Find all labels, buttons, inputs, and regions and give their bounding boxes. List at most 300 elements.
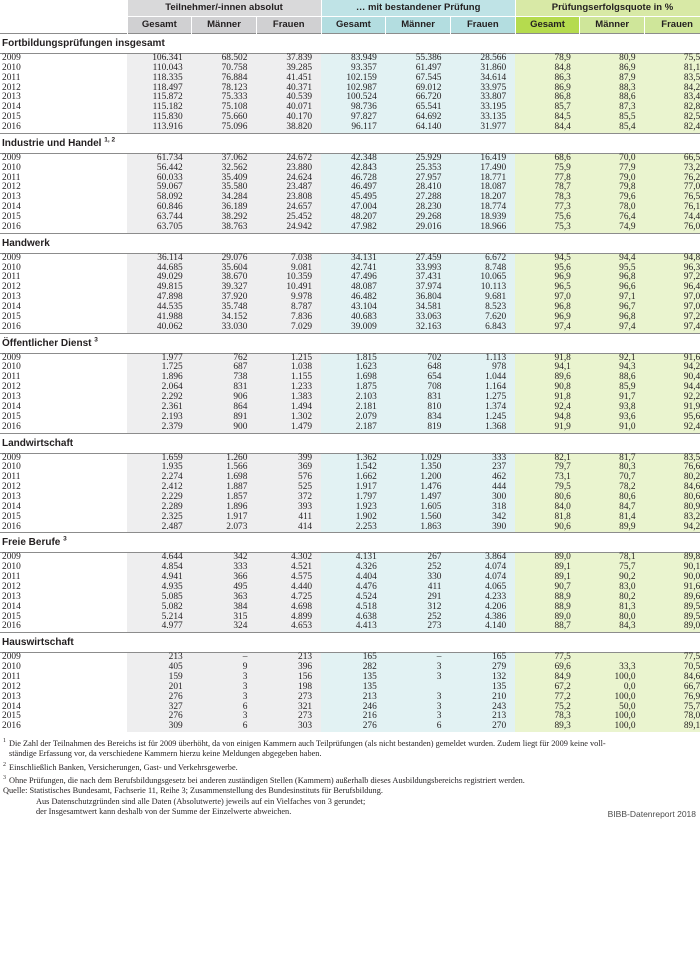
men-participants-cell: 29.076	[192, 253, 257, 263]
men-rate-cell: 74,9	[580, 223, 645, 233]
women-passed-cell: 34.614	[450, 74, 515, 84]
men-rate-cell: 95,5	[580, 264, 645, 274]
men-passed-cell: 3	[386, 703, 451, 713]
men-rate-cell: 94,3	[580, 363, 645, 373]
total-passed-cell: 100.524	[321, 93, 386, 103]
total-rate-cell: 97,4	[515, 323, 580, 333]
total-passed-cell: 93.357	[321, 64, 386, 74]
header-corner	[0, 0, 127, 17]
women-participants-cell: 10.491	[256, 283, 321, 293]
total-passed-cell: 4.326	[321, 563, 386, 573]
men-rate-cell: 50,0	[580, 703, 645, 713]
men-participants-cell: 6	[192, 722, 257, 732]
source-label: Quelle:	[3, 786, 28, 796]
total-participants-cell: 115.872	[127, 93, 192, 103]
women-participants-cell: 9.978	[256, 293, 321, 303]
women-passed-cell: 16.419	[450, 153, 515, 163]
women-passed-cell: 462	[450, 473, 515, 483]
men-passed-cell: –	[386, 653, 451, 663]
men-participants-cell: 75.333	[192, 93, 257, 103]
men-passed-cell: 252	[386, 563, 451, 573]
total-rate-cell: 77,3	[515, 203, 580, 213]
total-passed-cell: 4.404	[321, 573, 386, 583]
women-passed-cell: 10.065	[450, 273, 515, 283]
total-passed-cell: 46.497	[321, 183, 386, 193]
total-rate-cell: 89,0	[515, 553, 580, 563]
year-cell: 2010	[0, 164, 127, 174]
men-rate-cell: 93,8	[580, 403, 645, 413]
table-row	[0, 283, 700, 293]
women-participants-cell: 369	[256, 463, 321, 473]
total-participants-cell: 2.412	[127, 483, 192, 493]
men-rate-cell: 80,0	[580, 613, 645, 623]
table-row	[0, 103, 700, 113]
women-passed-cell: 318	[450, 503, 515, 513]
women-participants-cell: 41.451	[256, 74, 321, 84]
table-row	[0, 393, 700, 403]
total-participants-cell: 41.988	[127, 313, 192, 323]
men-passed-cell: 55.386	[386, 54, 451, 64]
year-cell: 2016	[0, 423, 127, 433]
men-passed-cell: 69.012	[386, 84, 451, 94]
total-rate-cell: 88,9	[515, 603, 580, 613]
women-rate-cell: 97,0	[645, 293, 700, 303]
total-participants-cell: 118.335	[127, 74, 192, 84]
men-rate-cell: 100,0	[580, 722, 645, 732]
table-row	[0, 223, 700, 233]
men-passed-cell: 28.410	[386, 183, 451, 193]
table-row	[0, 153, 700, 163]
source-note-1: Aus Datenschutzgründen sind alle Daten (Absolutwerte) jeweils auf ein Vielfaches von 3 gerundet;	[36, 796, 366, 806]
women-participants-cell: 396	[256, 663, 321, 673]
total-rate-cell: 94,5	[515, 253, 580, 263]
total-rate-cell: 84,0	[515, 503, 580, 513]
men-participants-cell: 38.670	[192, 273, 257, 283]
women-participants-cell: 1.383	[256, 393, 321, 403]
total-passed-cell: 135	[321, 683, 386, 693]
table-row	[0, 113, 700, 123]
men-participants-cell: 864	[192, 403, 257, 413]
year-cell: 2015	[0, 712, 127, 722]
women-participants-cell: 7.836	[256, 313, 321, 323]
men-rate-cell: 100,0	[580, 673, 645, 683]
total-participants-cell: 2.289	[127, 503, 192, 513]
men-participants-cell: 342	[192, 553, 257, 563]
total-rate-cell: 89,0	[515, 613, 580, 623]
total-participants-cell: 4.854	[127, 563, 192, 573]
total-participants-cell: 405	[127, 663, 192, 673]
women-passed-cell: 1.245	[450, 413, 515, 423]
table-header	[0, 0, 700, 34]
men-passed-cell: 267	[386, 553, 451, 563]
total-participants-cell: 113.916	[127, 123, 192, 133]
women-participants-cell: 25.452	[256, 213, 321, 223]
men-rate-cell: 100,0	[580, 712, 645, 722]
year-cell: 2012	[0, 183, 127, 193]
total-participants-cell: 1.935	[127, 463, 192, 473]
total-rate-cell: 78,3	[515, 712, 580, 722]
total-participants-cell: 4.941	[127, 573, 192, 583]
women-participants-cell: 1.494	[256, 403, 321, 413]
women-participants-cell: 321	[256, 703, 321, 713]
women-participants-cell: 24.672	[256, 153, 321, 163]
men-passed-cell: 273	[386, 622, 451, 632]
men-passed-cell: 708	[386, 383, 451, 393]
table-row	[0, 403, 700, 413]
men-passed-cell: 810	[386, 403, 451, 413]
total-rate-cell: 91,8	[515, 393, 580, 403]
total-passed-cell: 34.131	[321, 253, 386, 263]
men-passed-cell: 819	[386, 423, 451, 433]
men-participants-cell: 34.152	[192, 313, 257, 323]
table-row	[0, 622, 700, 632]
total-participants-cell: 118.497	[127, 84, 192, 94]
total-rate-cell: 82,1	[515, 453, 580, 463]
men-participants-cell: 38.763	[192, 223, 257, 233]
total-participants-cell: 60.033	[127, 174, 192, 184]
women-passed-cell: 132	[450, 673, 515, 683]
total-passed-cell: 2.253	[321, 523, 386, 533]
total-participants-cell: 201	[127, 683, 192, 693]
women-rate-cell: 66,7	[645, 683, 700, 693]
total-passed-cell: 1.797	[321, 493, 386, 503]
women-rate-cell: 94,2	[645, 363, 700, 373]
subheader-men: Männer	[580, 17, 645, 34]
women-participants-cell: 24.624	[256, 174, 321, 184]
year-cell: 2011	[0, 473, 127, 483]
table-row	[0, 373, 700, 383]
women-rate-cell: 82,8	[645, 103, 700, 113]
total-rate-cell: 88,7	[515, 622, 580, 632]
men-passed-cell: 648	[386, 363, 451, 373]
men-passed-cell: 27.459	[386, 253, 451, 263]
total-passed-cell: 4.413	[321, 622, 386, 632]
total-participants-cell: 115.830	[127, 113, 192, 123]
men-passed-cell: 1.497	[386, 493, 451, 503]
men-passed-cell: 411	[386, 583, 451, 593]
total-passed-cell: 48.207	[321, 213, 386, 223]
women-participants-cell: 39.285	[256, 64, 321, 74]
men-rate-cell: 87,9	[580, 74, 645, 84]
women-rate-cell: 83,2	[645, 513, 700, 523]
total-rate-cell: 91,9	[515, 423, 580, 433]
table-row	[0, 264, 700, 274]
women-rate-cell: 90,4	[645, 373, 700, 383]
year-cell: 2012	[0, 283, 127, 293]
table-row	[0, 603, 700, 613]
men-rate-cell: 80,6	[580, 493, 645, 503]
men-passed-cell: 1.605	[386, 503, 451, 513]
total-participants-cell: 63.744	[127, 213, 192, 223]
women-passed-cell: 342	[450, 513, 515, 523]
men-rate-cell: 0,0	[580, 683, 645, 693]
men-rate-cell: 86,9	[580, 64, 645, 74]
women-participants-cell: 399	[256, 453, 321, 463]
men-participants-cell: 1.698	[192, 473, 257, 483]
year-cell: 2010	[0, 563, 127, 573]
total-passed-cell: 47.496	[321, 273, 386, 283]
men-rate-cell: 88,3	[580, 84, 645, 94]
total-participants-cell: 56.442	[127, 164, 192, 174]
men-passed-cell: 252	[386, 613, 451, 623]
total-rate-cell: 86,8	[515, 93, 580, 103]
footnote-marker: 3	[94, 336, 98, 344]
women-rate-cell: 80,9	[645, 503, 700, 513]
header-corner-sub	[0, 17, 127, 34]
header-group-participants: Teilnehmer/-innen absolut	[127, 0, 321, 17]
table-row	[0, 573, 700, 583]
men-rate-cell: 77,9	[580, 164, 645, 174]
men-rate-cell: 78,1	[580, 553, 645, 563]
women-passed-cell: 4.386	[450, 613, 515, 623]
total-passed-cell: 216	[321, 712, 386, 722]
section-title-cell	[0, 34, 700, 54]
women-participants-cell: 1.038	[256, 363, 321, 373]
men-participants-cell: 687	[192, 363, 257, 373]
women-participants-cell: 4.725	[256, 593, 321, 603]
women-participants-cell: 7.029	[256, 323, 321, 333]
table-row	[0, 323, 700, 333]
men-participants-cell: 366	[192, 573, 257, 583]
men-passed-cell: 3	[386, 663, 451, 673]
women-passed-cell: 1.044	[450, 373, 515, 383]
source-line	[3, 786, 698, 797]
men-participants-cell: 891	[192, 413, 257, 423]
men-participants-cell: 76.884	[192, 74, 257, 84]
total-participants-cell: 47.898	[127, 293, 192, 303]
men-participants-cell: 35.604	[192, 264, 257, 274]
year-cell: 2009	[0, 553, 127, 563]
men-participants-cell: 78.123	[192, 84, 257, 94]
table-row	[0, 663, 700, 673]
women-rate-cell: 97,2	[645, 273, 700, 283]
year-cell: 2015	[0, 113, 127, 123]
table-row	[0, 493, 700, 503]
women-passed-cell: 279	[450, 663, 515, 673]
men-passed-cell: 27.288	[386, 193, 451, 203]
total-rate-cell: 91,8	[515, 353, 580, 363]
subheader-women: Frauen	[450, 17, 515, 34]
section-header	[0, 34, 700, 54]
men-passed-cell: 6	[386, 722, 451, 732]
total-passed-cell: 213	[321, 693, 386, 703]
women-passed-cell: 9.681	[450, 293, 515, 303]
men-participants-cell: 3	[192, 683, 257, 693]
table-row	[0, 203, 700, 213]
men-participants-cell: 315	[192, 613, 257, 623]
men-passed-cell: 28.230	[386, 203, 451, 213]
women-rate-cell: 89,6	[645, 593, 700, 603]
men-participants-cell: 363	[192, 593, 257, 603]
footnote-1	[3, 736, 698, 749]
women-participants-cell: 303	[256, 722, 321, 732]
women-rate-cell: 97,2	[645, 313, 700, 323]
total-participants-cell: 1.725	[127, 363, 192, 373]
total-rate-cell: 84,8	[515, 64, 580, 74]
women-passed-cell: 7.620	[450, 313, 515, 323]
section-header	[0, 533, 700, 553]
men-rate-cell: 88,6	[580, 373, 645, 383]
women-passed-cell: 18.939	[450, 213, 515, 223]
women-participants-cell: 24.657	[256, 203, 321, 213]
table-row	[0, 673, 700, 683]
women-rate-cell: 76,9	[645, 693, 700, 703]
women-rate-cell: 76,0	[645, 223, 700, 233]
total-participants-cell: 49.815	[127, 283, 192, 293]
total-participants-cell: 159	[127, 673, 192, 683]
men-passed-cell: 702	[386, 353, 451, 363]
year-cell: 2011	[0, 273, 127, 283]
men-rate-cell: 96,8	[580, 273, 645, 283]
women-rate-cell: 89,5	[645, 603, 700, 613]
total-rate-cell: 77,8	[515, 174, 580, 184]
men-participants-cell: 333	[192, 563, 257, 573]
men-rate-cell: 88,6	[580, 93, 645, 103]
total-rate-cell: 92,4	[515, 403, 580, 413]
men-passed-cell: 34.581	[386, 303, 451, 313]
men-participants-cell: 37.062	[192, 153, 257, 163]
total-passed-cell: 1.362	[321, 453, 386, 463]
total-passed-cell: 40.683	[321, 313, 386, 323]
women-rate-cell: 75,5	[645, 54, 700, 64]
total-passed-cell: 46.728	[321, 174, 386, 184]
total-rate-cell: 97,0	[515, 293, 580, 303]
year-cell: 2010	[0, 663, 127, 673]
men-participants-cell: 1.917	[192, 513, 257, 523]
women-passed-cell: 4.065	[450, 583, 515, 593]
women-passed-cell: 3.864	[450, 553, 515, 563]
men-participants-cell: 35.748	[192, 303, 257, 313]
men-participants-cell: 75.108	[192, 103, 257, 113]
women-passed-cell: 33.135	[450, 113, 515, 123]
total-participants-cell: 44.685	[127, 264, 192, 274]
total-participants-cell: 36.114	[127, 253, 192, 263]
subheader-men: Männer	[192, 17, 257, 34]
men-participants-cell: 3	[192, 712, 257, 722]
total-passed-cell: 4.131	[321, 553, 386, 563]
women-rate-cell: 90,0	[645, 573, 700, 583]
year-cell: 2015	[0, 413, 127, 423]
women-participants-cell: 198	[256, 683, 321, 693]
year-cell: 2014	[0, 703, 127, 713]
women-rate-cell: 89,5	[645, 613, 700, 623]
total-rate-cell: 85,7	[515, 103, 580, 113]
year-cell: 2013	[0, 593, 127, 603]
footnote-text: Die Zahl der Teilnahmen des Bereichs ist für 2009 überhöht, da von einigen Kammern auch Teilprüfungen (als nicht bestanden) gemeldet wurden. Zudem liegt für 2009 keine voll-	[9, 738, 606, 748]
women-passed-cell: 213	[450, 712, 515, 722]
men-passed-cell: 25.353	[386, 164, 451, 174]
men-participants-cell: 1.887	[192, 483, 257, 493]
women-passed-cell: 390	[450, 523, 515, 533]
total-passed-cell: 1.698	[321, 373, 386, 383]
total-passed-cell: 4.638	[321, 613, 386, 623]
total-participants-cell: 115.182	[127, 103, 192, 113]
total-rate-cell: 95,6	[515, 264, 580, 274]
women-passed-cell: 10.113	[450, 283, 515, 293]
women-rate-cell: 94,2	[645, 523, 700, 533]
table-row	[0, 463, 700, 473]
men-rate-cell: 79,8	[580, 183, 645, 193]
total-passed-cell: 2.079	[321, 413, 386, 423]
table-row	[0, 123, 700, 133]
women-participants-cell: 1.155	[256, 373, 321, 383]
men-participants-cell: 324	[192, 622, 257, 632]
men-rate-cell: 79,6	[580, 193, 645, 203]
women-passed-cell: 8.748	[450, 264, 515, 274]
men-passed-cell: 1.560	[386, 513, 451, 523]
women-participants-cell: 23.808	[256, 193, 321, 203]
header-group-success-rate: Prüfungserfolgsquote in %	[515, 0, 700, 17]
table-row	[0, 313, 700, 323]
section-title-cell	[0, 233, 700, 253]
men-participants-cell: –	[192, 653, 257, 663]
women-rate-cell: 91,6	[645, 353, 700, 363]
men-rate-cell: 75,7	[580, 563, 645, 573]
total-passed-cell: 1.917	[321, 483, 386, 493]
men-participants-cell: 36.189	[192, 203, 257, 213]
men-rate-cell: 96,7	[580, 303, 645, 313]
men-passed-cell: 1.350	[386, 463, 451, 473]
footnote-marker: 2	[3, 761, 6, 768]
men-rate-cell: 91,7	[580, 393, 645, 403]
men-passed-cell: 1.476	[386, 483, 451, 493]
women-rate-cell: 91,6	[645, 583, 700, 593]
total-participants-cell: 2.064	[127, 383, 192, 393]
men-participants-cell: 68.502	[192, 54, 257, 64]
year-cell: 2010	[0, 264, 127, 274]
women-passed-cell: 6.843	[450, 323, 515, 333]
footnote-marker: 1	[3, 738, 6, 745]
total-passed-cell: 135	[321, 673, 386, 683]
women-participants-cell: 8.787	[256, 303, 321, 313]
women-passed-cell: 978	[450, 363, 515, 373]
women-rate-cell: 89,8	[645, 553, 700, 563]
year-cell: 2009	[0, 353, 127, 363]
total-participants-cell: 5.214	[127, 613, 192, 623]
men-rate-cell: 70,7	[580, 473, 645, 483]
men-participants-cell: 495	[192, 583, 257, 593]
men-passed-cell: 25.929	[386, 153, 451, 163]
women-passed-cell: 6.672	[450, 253, 515, 263]
table-row	[0, 523, 700, 533]
men-rate-cell: 97,1	[580, 293, 645, 303]
total-participants-cell: 2.361	[127, 403, 192, 413]
women-passed-cell: 1.113	[450, 353, 515, 363]
total-rate-cell: 90,7	[515, 583, 580, 593]
total-participants-cell: 309	[127, 722, 192, 732]
women-participants-cell: 372	[256, 493, 321, 503]
total-participants-cell: 63.705	[127, 223, 192, 233]
total-participants-cell: 213	[127, 653, 192, 663]
women-rate-cell: 97,4	[645, 323, 700, 333]
women-rate-cell: 94,8	[645, 253, 700, 263]
section-title: Hauswirtschaft	[2, 637, 74, 649]
men-participants-cell: 762	[192, 353, 257, 363]
women-passed-cell: 33.807	[450, 93, 515, 103]
women-rate-cell: 76,2	[645, 174, 700, 184]
total-participants-cell: 59.067	[127, 183, 192, 193]
publication-brand: BIBB-Datenreport 2018	[607, 809, 696, 820]
women-rate-cell: 83,5	[645, 74, 700, 84]
men-rate-cell: 84,3	[580, 622, 645, 632]
women-participants-cell: 4.440	[256, 583, 321, 593]
table-row	[0, 413, 700, 423]
total-passed-cell: 102.159	[321, 74, 386, 84]
year-cell: 2009	[0, 54, 127, 64]
year-cell: 2011	[0, 673, 127, 683]
women-passed-cell: 1.374	[450, 403, 515, 413]
women-participants-cell: 4.653	[256, 622, 321, 632]
